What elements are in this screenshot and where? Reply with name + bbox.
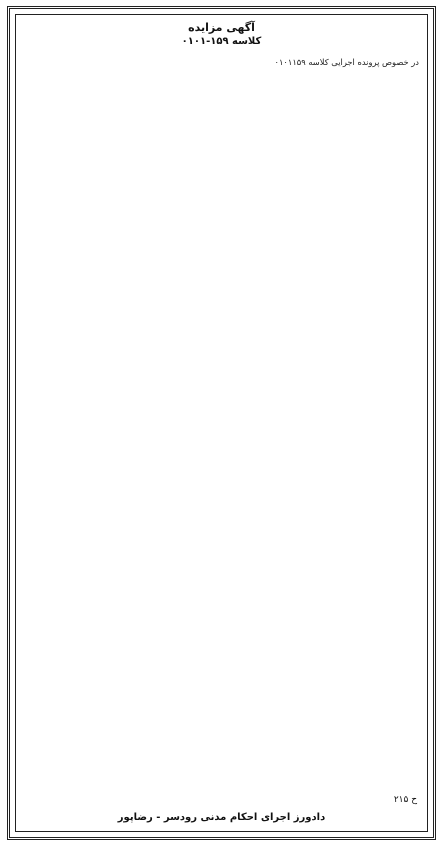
notice-inner-border [15, 14, 428, 832]
notice-body: در خصوص پرونده اجرایی کلاسه ۰۱۰۱۱۵۹ [274, 57, 419, 67]
class-number: کلاسه ۱۵۹-۰۱۰۱ [181, 36, 262, 47]
signature-line: دادورز اجرای احکام مدنی رودسر - رضاپور [117, 812, 326, 823]
notice-title: آگهی مزایده [188, 21, 255, 34]
notice-header [16, 21, 427, 49]
notice-frame [7, 6, 436, 840]
reference-number: ح ۲۱۵ [393, 795, 417, 805]
